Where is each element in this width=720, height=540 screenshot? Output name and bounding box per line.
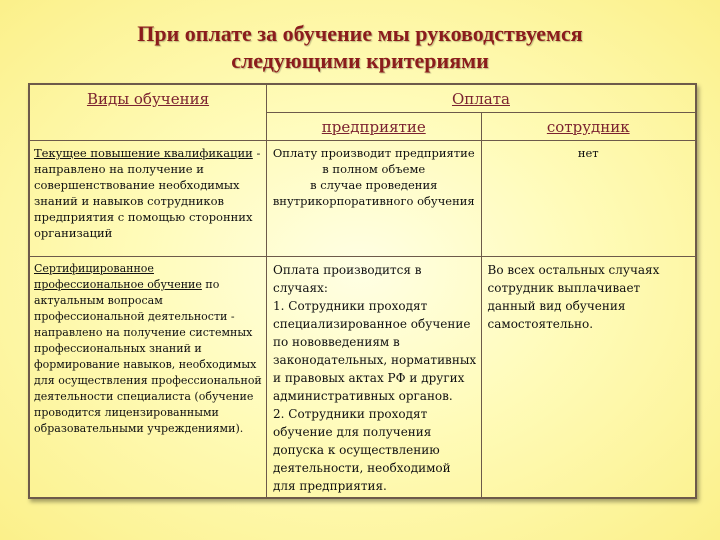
- enterprise-payment-cell: [267, 257, 482, 498]
- enterprise-payment-text: Оплату производит предприятие в полном объеме: [272, 146, 475, 176]
- training-type-cell: [30, 141, 267, 257]
- enterprise-payment-cell: [267, 141, 482, 257]
- training-type-cell: [30, 257, 267, 498]
- header-enterprise: предприятие: [267, 113, 482, 141]
- header-employee: сотрудник: [481, 113, 696, 141]
- title-line-1: При оплате за обучение мы руководствуемся: [137, 21, 583, 46]
- training-type-desc: по актуальным вопросам профессиональной деятельности - направлено на получение системных профессиональных знаний и формирование навыков, необходимых для осуществления профессиональной деятельности специалиста (обучение проводится лицензированными образовательными учреждениями).: [34, 278, 262, 435]
- employee-payment-cell: нет: [481, 141, 696, 257]
- employee-payment-cell: Во всех остальных случаях сотрудник выплачивает данный вид обучения самостоятельно.: [481, 257, 696, 498]
- header-training-types: Виды обучения: [30, 85, 267, 141]
- enterprise-payment-case-2: 2. Сотрудники проходят обучение для получения допуска к осуществлению деятельности, необходимой для предприятия.: [273, 407, 451, 493]
- training-type-title: Текущее повышение квалификации: [34, 146, 253, 160]
- enterprise-payment-case-1: 1. Сотрудники проходят специализированное обучение по нововведениям в законодательных, нормативных и правовых актах РФ и других административных органов.: [273, 299, 477, 403]
- header-payment: Оплата: [267, 85, 696, 113]
- training-type-desc: - направлено на получение и совершенствование необходимых знаний и навыков сотрудников предприятия с помощью сторонних организаций: [34, 146, 261, 240]
- enterprise-payment-condition: в случае проведения внутрикорпоративного обучения: [272, 178, 475, 208]
- criteria-table-grid: [29, 84, 696, 498]
- criteria-table: [28, 83, 697, 499]
- enterprise-payment-intro: Оплата производится в случаях:: [273, 263, 422, 295]
- page-title: [0, 20, 720, 74]
- title-line-2: следующими критериями: [231, 48, 489, 73]
- table-row: [30, 257, 696, 498]
- table-row: [30, 141, 696, 257]
- training-type-title: Сертифицированное профессиональное обучение: [34, 262, 202, 291]
- table-header-row: [30, 85, 696, 113]
